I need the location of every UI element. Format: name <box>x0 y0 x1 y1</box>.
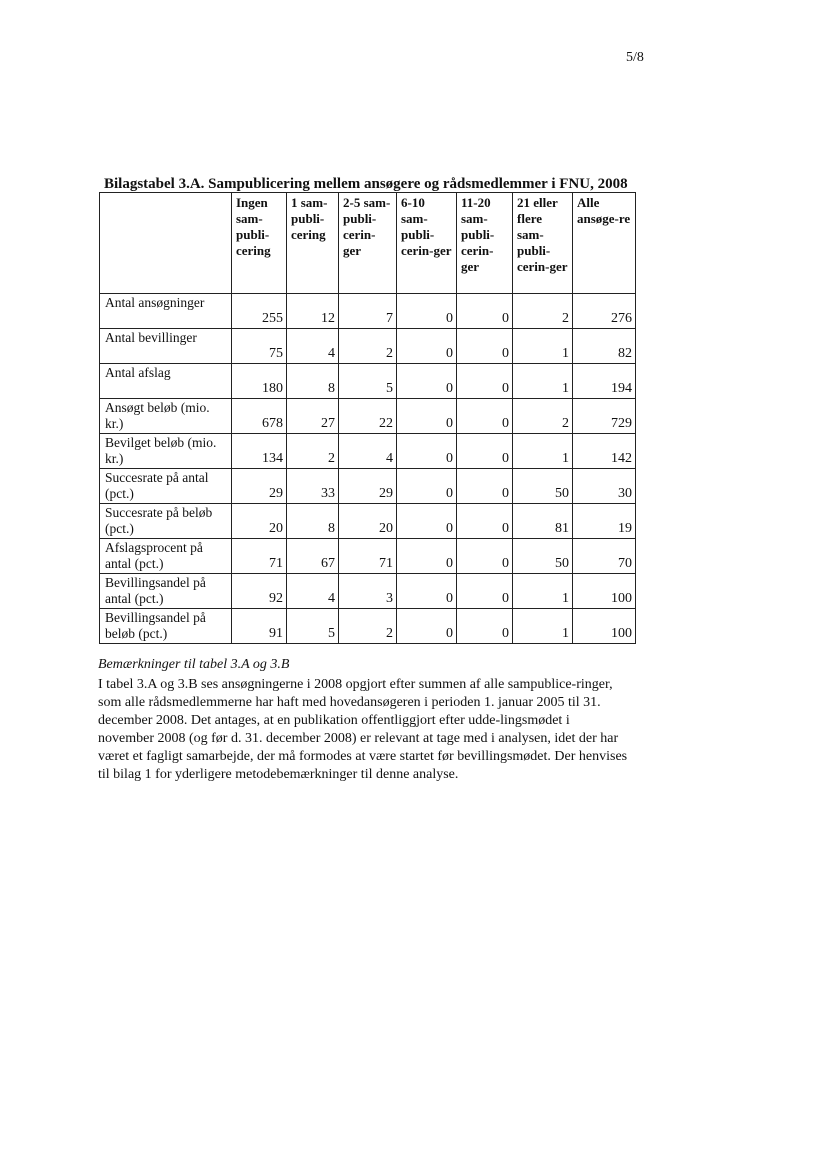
table-cell: 0 <box>397 539 457 574</box>
notes-section <box>98 656 628 784</box>
table-cell: 729 <box>573 399 636 434</box>
table-cell: 0 <box>397 574 457 609</box>
table-cell: 0 <box>457 294 513 329</box>
table-cell: 1 <box>513 364 573 399</box>
row-label: Bevillingsandel på beløb (pct.) <box>100 609 232 644</box>
table-cell: 0 <box>397 364 457 399</box>
table-cell: 180 <box>232 364 287 399</box>
table-row <box>100 574 636 609</box>
table-cell: 30 <box>573 469 636 504</box>
table-cell: 0 <box>397 399 457 434</box>
table-cell: 2 <box>287 434 339 469</box>
column-header: 1 sam-publi-cering <box>287 193 339 294</box>
table-row <box>100 329 636 364</box>
table-row <box>100 609 636 644</box>
table-cell: 75 <box>232 329 287 364</box>
table-cell: 0 <box>397 609 457 644</box>
table-cell: 100 <box>573 574 636 609</box>
column-header: 21 eller flere sam-publi-cerin-ger <box>513 193 573 294</box>
table-cell: 0 <box>457 504 513 539</box>
table-cell: 20 <box>339 504 397 539</box>
table-cell: 8 <box>287 504 339 539</box>
table-body <box>100 294 636 644</box>
row-label: Ansøgt beløb (mio. kr.) <box>100 399 232 434</box>
table-cell: 2 <box>339 609 397 644</box>
table-cell: 5 <box>339 364 397 399</box>
table-cell: 50 <box>513 469 573 504</box>
table-cell: 0 <box>457 469 513 504</box>
column-header: 6-10 sam-publi-cerin-ger <box>397 193 457 294</box>
row-label: Antal afslag <box>100 364 232 399</box>
table-row <box>100 364 636 399</box>
column-header: Alle ansøge-re <box>573 193 636 294</box>
table-cell: 7 <box>339 294 397 329</box>
table-cell: 678 <box>232 399 287 434</box>
table-cell: 2 <box>339 329 397 364</box>
table-cell: 92 <box>232 574 287 609</box>
row-label: Bevillingsandel på antal (pct.) <box>100 574 232 609</box>
table-row <box>100 294 636 329</box>
table-cell: 50 <box>513 539 573 574</box>
table-cell: 0 <box>457 364 513 399</box>
table-cell: 81 <box>513 504 573 539</box>
table-cell: 1 <box>513 329 573 364</box>
table-cell: 8 <box>287 364 339 399</box>
table-row <box>100 399 636 434</box>
table-cell: 0 <box>457 434 513 469</box>
table-header-row <box>100 193 636 294</box>
table-cell: 1 <box>513 434 573 469</box>
table-cell: 0 <box>397 504 457 539</box>
table-cell: 142 <box>573 434 636 469</box>
table-cell: 0 <box>397 434 457 469</box>
table-cell: 0 <box>457 399 513 434</box>
table-cell: 71 <box>232 539 287 574</box>
table-cell: 4 <box>287 574 339 609</box>
table-cell: 1 <box>513 574 573 609</box>
table-cell: 4 <box>339 434 397 469</box>
table-cell: 91 <box>232 609 287 644</box>
row-label: Succesrate på beløb (pct.) <box>100 504 232 539</box>
table-row <box>100 469 636 504</box>
table-cell: 255 <box>232 294 287 329</box>
table-cell: 71 <box>339 539 397 574</box>
table-cell: 194 <box>573 364 636 399</box>
notes-body: I tabel 3.A og 3.B ses ansøgningerne i 2008 opgjort efter summen af alle sampublice-ringer, som alle rådsmedlemmerne har haft med hovedansøgeren i perioden 1. januar 2005 til 31. december 2008. Det antages, at en publikation offentliggjort efter udde-lingsmødet i november 2008 (og før d. 31. december 2008) er relevant at tage med i analysen, idet der har været et fagligt samarbejde, der må formodes at være startet før bevillingsmødet. Der henvises til bilag 1 for yderligere metodebemærkninger til denne analyse. <box>98 677 628 782</box>
table-cell: 19 <box>573 504 636 539</box>
table-cell: 2 <box>513 399 573 434</box>
row-label: Antal bevillinger <box>100 329 232 364</box>
table-cell: 0 <box>457 539 513 574</box>
table-cell: 5 <box>287 609 339 644</box>
table-cell: 276 <box>573 294 636 329</box>
column-header-corner <box>100 193 232 294</box>
table-cell: 0 <box>457 574 513 609</box>
table-row <box>100 434 636 469</box>
table-cell: 0 <box>457 329 513 364</box>
row-label: Afslagsprocent på antal (pct.) <box>100 539 232 574</box>
table-cell: 3 <box>339 574 397 609</box>
row-label: Antal ansøgninger <box>100 294 232 329</box>
table-cell: 0 <box>397 294 457 329</box>
table-cell: 0 <box>397 329 457 364</box>
table-cell: 2 <box>513 294 573 329</box>
table-cell: 12 <box>287 294 339 329</box>
table-cell: 100 <box>573 609 636 644</box>
row-label: Bevilget beløb (mio. kr.) <box>100 434 232 469</box>
data-table <box>99 192 636 644</box>
table-row <box>100 504 636 539</box>
table-cell: 0 <box>457 609 513 644</box>
page-number: 5/8 <box>626 50 644 65</box>
table-row <box>100 539 636 574</box>
table-cell: 70 <box>573 539 636 574</box>
table-cell: 1 <box>513 609 573 644</box>
row-label: Succesrate på antal (pct.) <box>100 469 232 504</box>
table-cell: 67 <box>287 539 339 574</box>
table-cell: 20 <box>232 504 287 539</box>
table-cell: 4 <box>287 329 339 364</box>
table-cell: 29 <box>339 469 397 504</box>
table-cell: 29 <box>232 469 287 504</box>
column-header: Ingen sam-publi-cering <box>232 193 287 294</box>
table-cell: 27 <box>287 399 339 434</box>
table-cell: 33 <box>287 469 339 504</box>
table-cell: 82 <box>573 329 636 364</box>
column-header: 11-20 sam-publi-cerin-ger <box>457 193 513 294</box>
table-cell: 0 <box>397 469 457 504</box>
table-title: Bilagstabel 3.A. Sampublicering mellem ansøgere og rådsmedlemmer i FNU, 2008 <box>104 176 628 192</box>
notes-heading: Bemærkninger til tabel 3.A og 3.B <box>98 657 290 672</box>
table-cell: 22 <box>339 399 397 434</box>
column-header: 2-5 sam-publi-cerin-ger <box>339 193 397 294</box>
table-cell: 134 <box>232 434 287 469</box>
